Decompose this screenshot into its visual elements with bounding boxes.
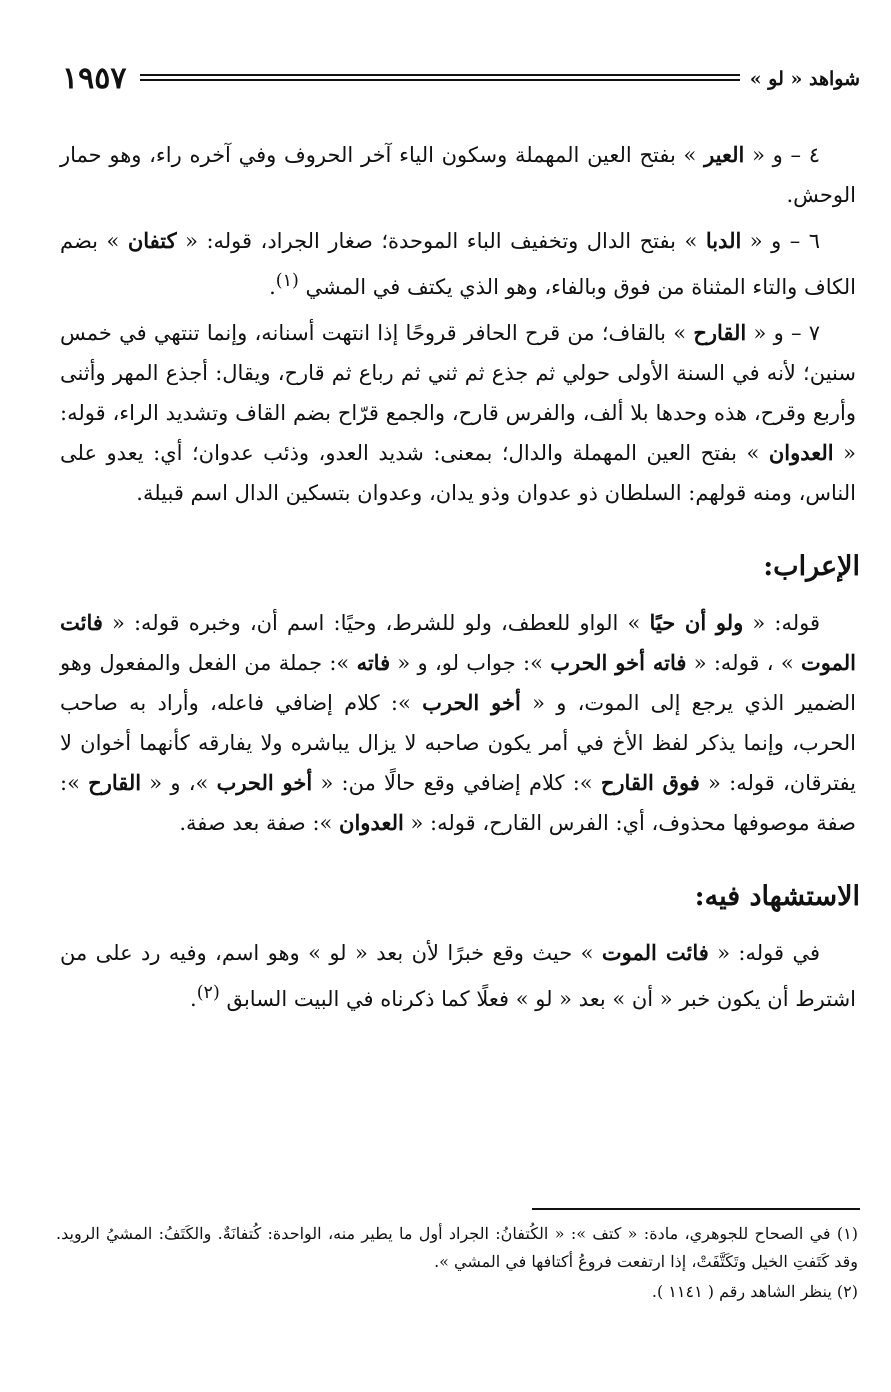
istishhad-heading: الاستشهاد فيه: — [694, 881, 860, 912]
quoted-term: فائت الموت — [601, 940, 709, 965]
footnote-2: (٢) ينظر الشاهد رقم ( ١١٤١ ). — [651, 1282, 858, 1301]
istishhad-section — [60, 933, 856, 1025]
irab-section — [60, 603, 856, 849]
quoted-term: فائت الموت — [60, 610, 856, 675]
glossed-term: العير — [704, 142, 745, 167]
quoted-term: أخو الحرب — [216, 770, 313, 795]
irab-text: » الواو للعطف، ولو للشرط، وحيًا: اسم أن، وخبره قوله: « — [102, 611, 650, 635]
gloss-text: » بضم الكاف والتاء المثناة من فوق وبالفاء، وهو الذي يكتف في المشي — [60, 229, 856, 299]
istishhad-paragraph — [60, 933, 856, 1019]
irab-text: قوله: « — [743, 611, 821, 635]
irab-text: »: صفة موصوفها محذوف، أي: الفرس القارح، قوله: « — [60, 771, 856, 835]
glossed-term: العدوان — [768, 440, 834, 465]
paragraph-number: ٧ – و « — [746, 321, 820, 345]
gloss-text: » بفتح العين المهملة وسكون الياء آخر الحروف وفي آخره راء، وهو حمار الوحش. — [60, 143, 856, 207]
gloss-paragraph-7 — [60, 313, 856, 513]
gloss-paragraph-4 — [60, 135, 856, 215]
glossed-term: كتفان — [127, 228, 177, 253]
irab-text: »: كلام إضافي وقع حالًا من: « — [312, 771, 601, 795]
quoted-term: فاته أخو الحرب — [550, 650, 687, 675]
istishhad-text: » حيث وقع خبرًا لأن بعد « لو » وهو اسم، وفيه رد على من اشترط أن يكون خبر « أن » بعد « لو » فعلًا كما ذكرناه في البيت السابق — [60, 941, 856, 1011]
paragraph-number: ٦ – و « — [741, 229, 821, 253]
gloss-text: . — [269, 275, 276, 299]
footnote-separator — [532, 1208, 860, 1210]
footnote-reference[interactable]: (٢) — [196, 983, 220, 1003]
irab-text: »، و « — [141, 771, 217, 795]
gloss-text: » بالقاف؛ من قرح الحافر قروحًا إذا انتهت أسنانه، وإنما تنتهي في خمس سنين؛ لأنه في السنة الأولى حولي ثم جذع ثم ثني ثم رباع ثم قارح، ويقال: أجذع المهر وأثنى وأربع وقرح، هذه وحدها بلا ألف، والفرس قارح، والجمع قرّاح بضم القاف وتشديد الراء، قوله: « — [60, 321, 857, 465]
istishhad-text: . — [190, 987, 197, 1011]
paragraph-number: ٤ – و « — [744, 143, 820, 167]
running-header — [60, 62, 860, 102]
quoted-term: أخو الحرب — [422, 690, 521, 715]
footnote-reference[interactable]: (١) — [275, 271, 299, 291]
gloss-paragraph-6 — [60, 221, 856, 307]
quoted-term: العدوان — [339, 810, 404, 835]
quoted-term: ولو أن حيًا — [649, 610, 744, 635]
header-double-rule — [140, 74, 740, 81]
irab-text: »: جواب لو، و « — [390, 651, 551, 675]
page-number: ١٩٥٧ — [62, 61, 127, 96]
quoted-term: فاته — [356, 650, 391, 675]
irab-text: »: صفة بعد صفة. — [179, 811, 340, 835]
footnote-1: (١) في الصحاح للجوهري، مادة: « كتف »: « الكُتفانُ: الجراد أول ما يطير منه، الواحدة: كُتفانَةٌ. والكَتَفُ: المشيُ الرويد. وقد كَتَفتِ الخيل وتَكَتَّفَتْ، إذا ارتفعت فروعُ أكتافها في المشي ». — [56, 1224, 859, 1271]
gloss-text: » بفتح العين المهملة والدال؛ بمعنى: شديد العدو، وذئب عدوان؛ أي: يعدو على الناس، ومنه قولهم: السلطان ذو عدوان وذو يدان، وعدوان بتسكين الدال اسم قبيلة. — [60, 441, 856, 505]
irab-paragraph — [60, 603, 856, 843]
gloss-text: » بفتح الدال وتخفيف الباء الموحدة؛ صغار الجراد، قوله: « — [176, 229, 706, 253]
quoted-term: فوق القارح — [600, 770, 700, 795]
gloss-section — [60, 135, 856, 519]
footnotes — [56, 1220, 858, 1308]
irab-text: » ، قوله: « — [686, 651, 801, 675]
istishhad-text: في قوله: « — [708, 941, 820, 965]
quoted-term: القارح — [88, 770, 142, 795]
glossed-term: الدبا — [705, 228, 742, 253]
irab-heading: الإعراب: — [763, 551, 860, 582]
irab-text: »: جملة من الفعل والمفعول وهو الضمير الذي يرجع إلى الموت، و « — [60, 651, 856, 715]
irab-text: »: كلام إضافي فاعله، وأراد به صاحب الحرب، وإنما يذكر لفظ الأخ في أمر يكون صاحبه لا يزال يباشره ولا يفارقه كأنهما أخوان لا يفترقان، قوله: « — [60, 691, 856, 795]
glossed-term: القارح — [693, 320, 747, 345]
running-title: شواهد « لو » — [749, 68, 860, 90]
